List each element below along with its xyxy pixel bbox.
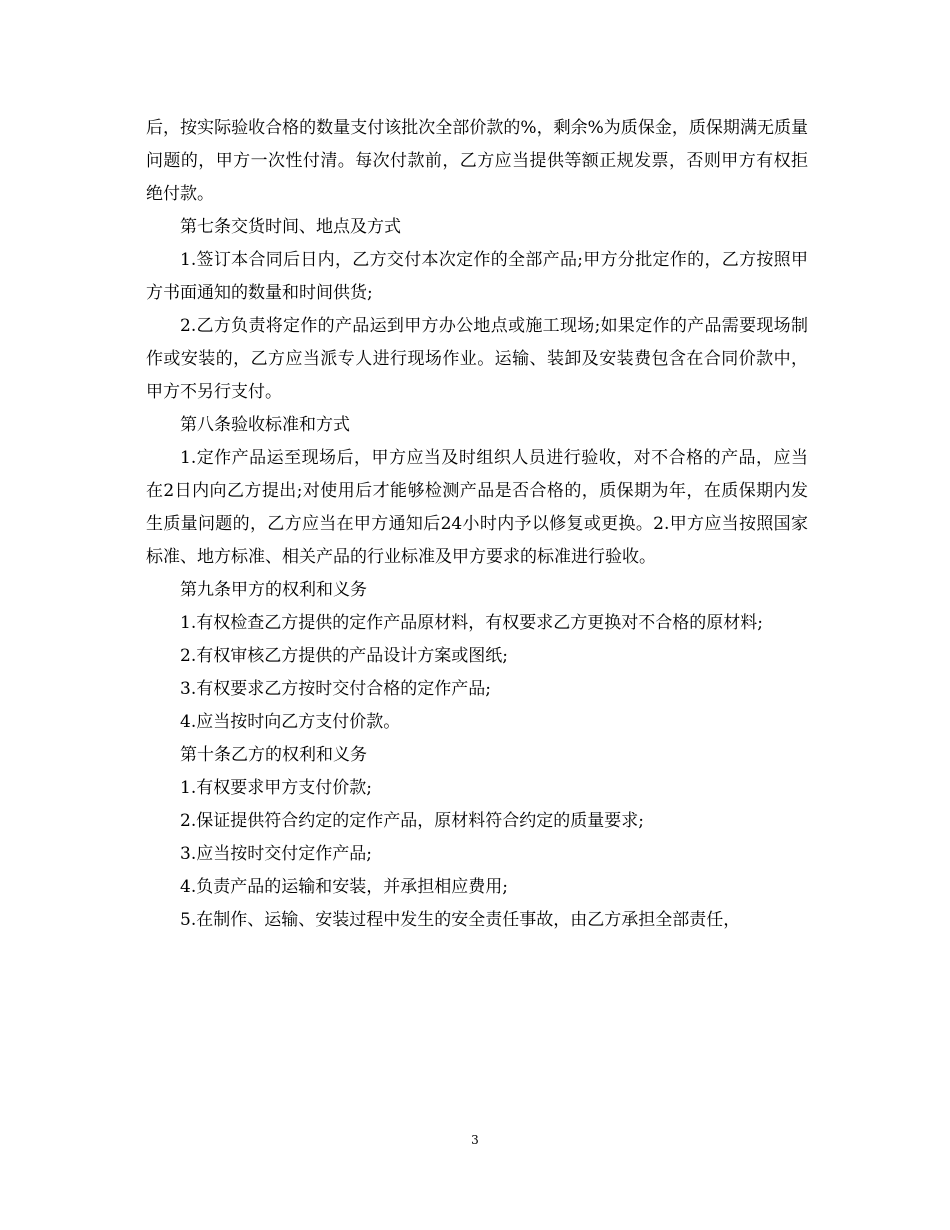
- paragraph-article-9-item-4: 4.应当按时向乙方支付价款。: [180, 712, 401, 732]
- paragraph-article-10-item-5: 5.在制作、运输、安装过程中发生的安全责任事故，由乙方承担全部责任，: [180, 910, 741, 930]
- paragraph-article-10-item-2: 2.保证提供符合约定的定作产品，原材料符合约定的质量要求;: [180, 811, 644, 831]
- paragraph-article-10-item-1: 1.有权要求甲方支付价款;: [180, 778, 372, 798]
- paragraph-payment-terms: 后，按实际验收合格的数量支付该批次全部价款的%，剩余%为质保金，质保期满无质量问题的，甲方一次性付清。每次付款前，乙方应当提供等额正规发票，否则甲方有权拒绝付款。: [146, 118, 808, 204]
- paragraph-article-7-item-2: 2.乙方负责将定作的产品运到甲方办公地点或施工现场;如果定作的产品需要现场制作或安装的，乙方应当派专人进行现场作业。运输、装卸及安装费包含在合同价款中，甲方不另行支付。: [146, 316, 808, 402]
- paragraph-article-8-items: 1.定作产品运至现场后，甲方应当及时组织人员进行验收，对不合格的产品，应当在2日内向乙方提出;对使用后才能够检测产品是否合格的，质保期为年，在质保期内发生质量问题的，乙方应当在甲方通知后24小时内予以修复或更换。2.甲方应当按照国家标准、地方标准、相关产品的行业标准及甲方要求的标准进行验收。: [146, 448, 808, 567]
- paragraph-article-9-item-1: 1.有权检查乙方提供的定作产品原材料，有权要求乙方更换对不合格的原材料;: [180, 613, 763, 633]
- document-body: [146, 112, 808, 937]
- paragraph-article-9-item-2: 2.有权审核乙方提供的产品设计方案或图纸;: [180, 646, 508, 666]
- paragraph-article-9-item-3: 3.有权要求乙方按时交付合格的定作产品;: [180, 679, 491, 699]
- heading-article-7: 第七条交货时间、地点及方式: [180, 217, 401, 237]
- paragraph-article-7-item-1: 1.签订本合同后日内，乙方交付本次定作的全部产品;甲方分批定作的，乙方按照甲方书面通知的数量和时间供货;: [146, 250, 808, 303]
- heading-article-8: 第八条验收标准和方式: [180, 415, 350, 435]
- paragraph-article-10-item-3: 3.应当按时交付定作产品;: [180, 844, 372, 864]
- paragraph-article-10-item-4: 4.负责产品的运输和安装，并承担相应费用;: [180, 877, 508, 897]
- page-number: 3: [471, 1133, 479, 1147]
- heading-article-10: 第十条乙方的权利和义务: [180, 745, 367, 765]
- heading-article-9: 第九条甲方的权利和义务: [180, 580, 367, 600]
